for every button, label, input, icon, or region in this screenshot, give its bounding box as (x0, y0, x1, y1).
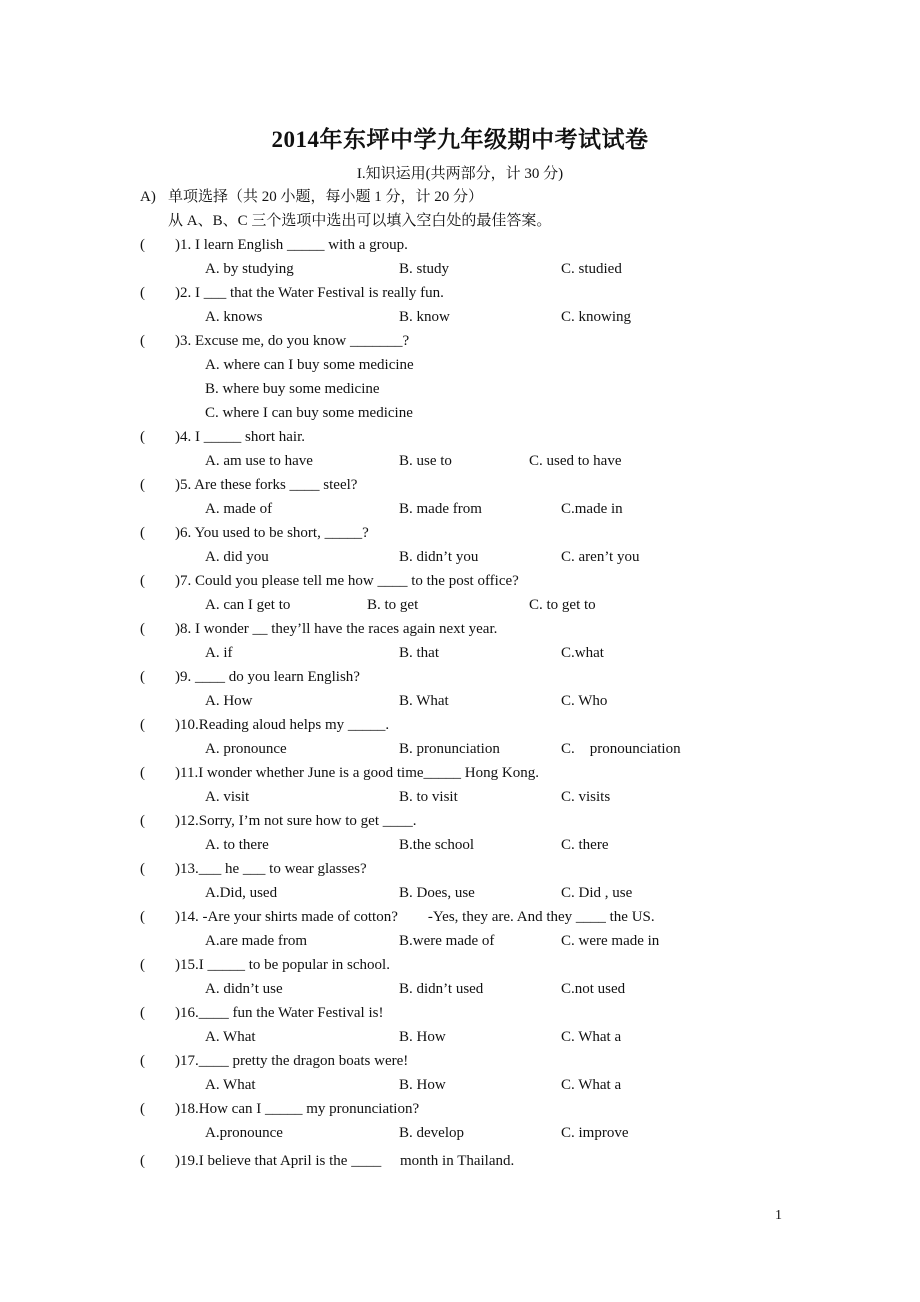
option-b: B. know (399, 309, 450, 325)
option-c: C. What a (561, 1029, 622, 1045)
answer-blank: ( (140, 813, 145, 829)
option-c: C. Who (561, 693, 608, 709)
question-text: )14. -Are your shirts made of cotton? -Yes, they are. And they ____ the US. (175, 909, 655, 925)
section-instruction: 从 A、B、C 三个选项中选出可以填入空白处的最佳答案。 (168, 213, 552, 229)
option-a: A. to there (205, 837, 269, 853)
question-text: )9. ____ do you learn English? (175, 669, 360, 685)
answer-blank: ( (140, 957, 145, 973)
option-c: C. visits (561, 789, 611, 805)
option-a: A.Did, used (205, 885, 278, 901)
answer-blank: ( (140, 669, 145, 685)
option-c: C. to get to (529, 597, 596, 613)
question-text: )2. I ___ that the Water Festival is really fun. (175, 285, 444, 301)
option-a: A. where can I buy some medicine (205, 357, 414, 373)
answer-blank: ( (140, 477, 145, 493)
answer-blank: ( (140, 333, 145, 349)
question-text: )18.How can I _____ my pronunciation? (175, 1101, 420, 1117)
option-a: A. by studying (205, 261, 294, 277)
question-text: )3. Excuse me, do you know _______? (175, 333, 410, 349)
option-b: B.were made of (399, 933, 495, 949)
option-a: A. What (205, 1077, 256, 1093)
option-b: B. that (399, 645, 439, 661)
option-c: C. aren’t you (561, 549, 640, 565)
option-a: A.are made from (205, 933, 308, 949)
section-letter: A) (140, 189, 156, 205)
answer-blank: ( (140, 429, 145, 445)
option-a: A. if (205, 645, 233, 661)
option-a: A. visit (205, 789, 250, 805)
question-text: )1. I learn English _____ with a group. (175, 237, 408, 253)
option-b: B. to get (367, 597, 419, 613)
exam-title: 2014年东坪中学九年级期中考试试卷 (271, 127, 649, 152)
option-a: A. made of (205, 501, 273, 517)
option-b: B. use to (399, 453, 452, 469)
option-b: B. made from (399, 501, 482, 517)
option-a: A. pronounce (205, 741, 287, 757)
answer-blank: ( (140, 1101, 145, 1117)
question-text: )8. I wonder __ they’ll have the races again next year. (175, 621, 498, 637)
option-b: B. How (399, 1029, 446, 1045)
option-a: A. am use to have (205, 453, 313, 469)
question-text: )17.____ pretty the dragon boats were! (175, 1053, 409, 1069)
question-text: )5. Are these forks ____ steel? (175, 477, 358, 493)
question-text: )19.I believe that April is the ____ month in Thailand. (175, 1153, 515, 1169)
answer-blank: ( (140, 1053, 145, 1069)
option-c: C. improve (561, 1125, 629, 1141)
question-text: )6. You used to be short, _____? (175, 525, 369, 541)
option-a: A. How (205, 693, 253, 709)
option-c: C. knowing (561, 309, 632, 325)
option-c: C. studied (561, 261, 622, 277)
option-a: A. can I get to (205, 597, 291, 613)
page-number: 1 (775, 1208, 782, 1223)
question-text: )4. I _____ short hair. (175, 429, 305, 445)
answer-blank: ( (140, 525, 145, 541)
answer-blank: ( (140, 573, 145, 589)
option-c: C. used to have (529, 453, 622, 469)
question-text: )16.____ fun the Water Festival is! (175, 1005, 384, 1021)
option-c: C. What a (561, 1077, 622, 1093)
option-b: B. pronunciation (399, 741, 500, 757)
answer-blank: ( (140, 621, 145, 637)
part-title: I.知识运用(共两部分，计 30 分) (356, 166, 564, 182)
answer-blank: ( (140, 237, 145, 253)
answer-blank: ( (140, 909, 145, 925)
option-b: B. What (399, 693, 449, 709)
option-c: C. where I can buy some medicine (205, 405, 413, 421)
option-c: C.not used (561, 981, 626, 997)
option-b: B. How (399, 1077, 446, 1093)
answer-blank: ( (140, 1153, 145, 1169)
option-a: A. didn’t use (205, 981, 283, 997)
question-text: )12.Sorry, I’m not sure how to get ____. (175, 813, 417, 829)
option-c: C.what (561, 645, 604, 661)
question-text: )15.I _____ to be popular in school. (175, 957, 390, 973)
option-a: A. knows (205, 309, 263, 325)
option-c: C.made in (561, 501, 623, 517)
question-text: )7. Could you please tell me how ____ to the post office? (175, 573, 519, 589)
answer-blank: ( (140, 765, 145, 781)
option-a: A. did you (205, 549, 269, 565)
option-b: B. didn’t used (399, 981, 484, 997)
option-c: C. Did , use (561, 885, 633, 901)
option-a: A.pronounce (205, 1125, 283, 1141)
section-heading: 单项选择（共 20 小题，每小题 1 分，计 20 分） (168, 189, 484, 205)
option-b: B.the school (399, 837, 474, 853)
answer-blank: ( (140, 717, 145, 733)
option-c: C. were made in (561, 933, 660, 949)
question-text: )11.I wonder whether June is a good time_____ Hong Kong. (175, 765, 539, 781)
option-b: B. didn’t you (399, 549, 479, 565)
option-c: C. pronounciation (561, 741, 681, 757)
option-c: C. there (561, 837, 609, 853)
question-text: )13.___ he ___ to wear glasses? (175, 861, 367, 877)
option-b: B. develop (399, 1125, 464, 1141)
option-a: A. What (205, 1029, 256, 1045)
option-b: B. study (399, 261, 450, 277)
option-b: B. where buy some medicine (205, 381, 380, 397)
answer-blank: ( (140, 861, 145, 877)
question-text: )10.Reading aloud helps my _____. (175, 717, 390, 733)
answer-blank: ( (140, 1005, 145, 1021)
option-b: B. to visit (399, 789, 458, 805)
option-b: B. Does, use (399, 885, 475, 901)
answer-blank: ( (140, 285, 145, 301)
